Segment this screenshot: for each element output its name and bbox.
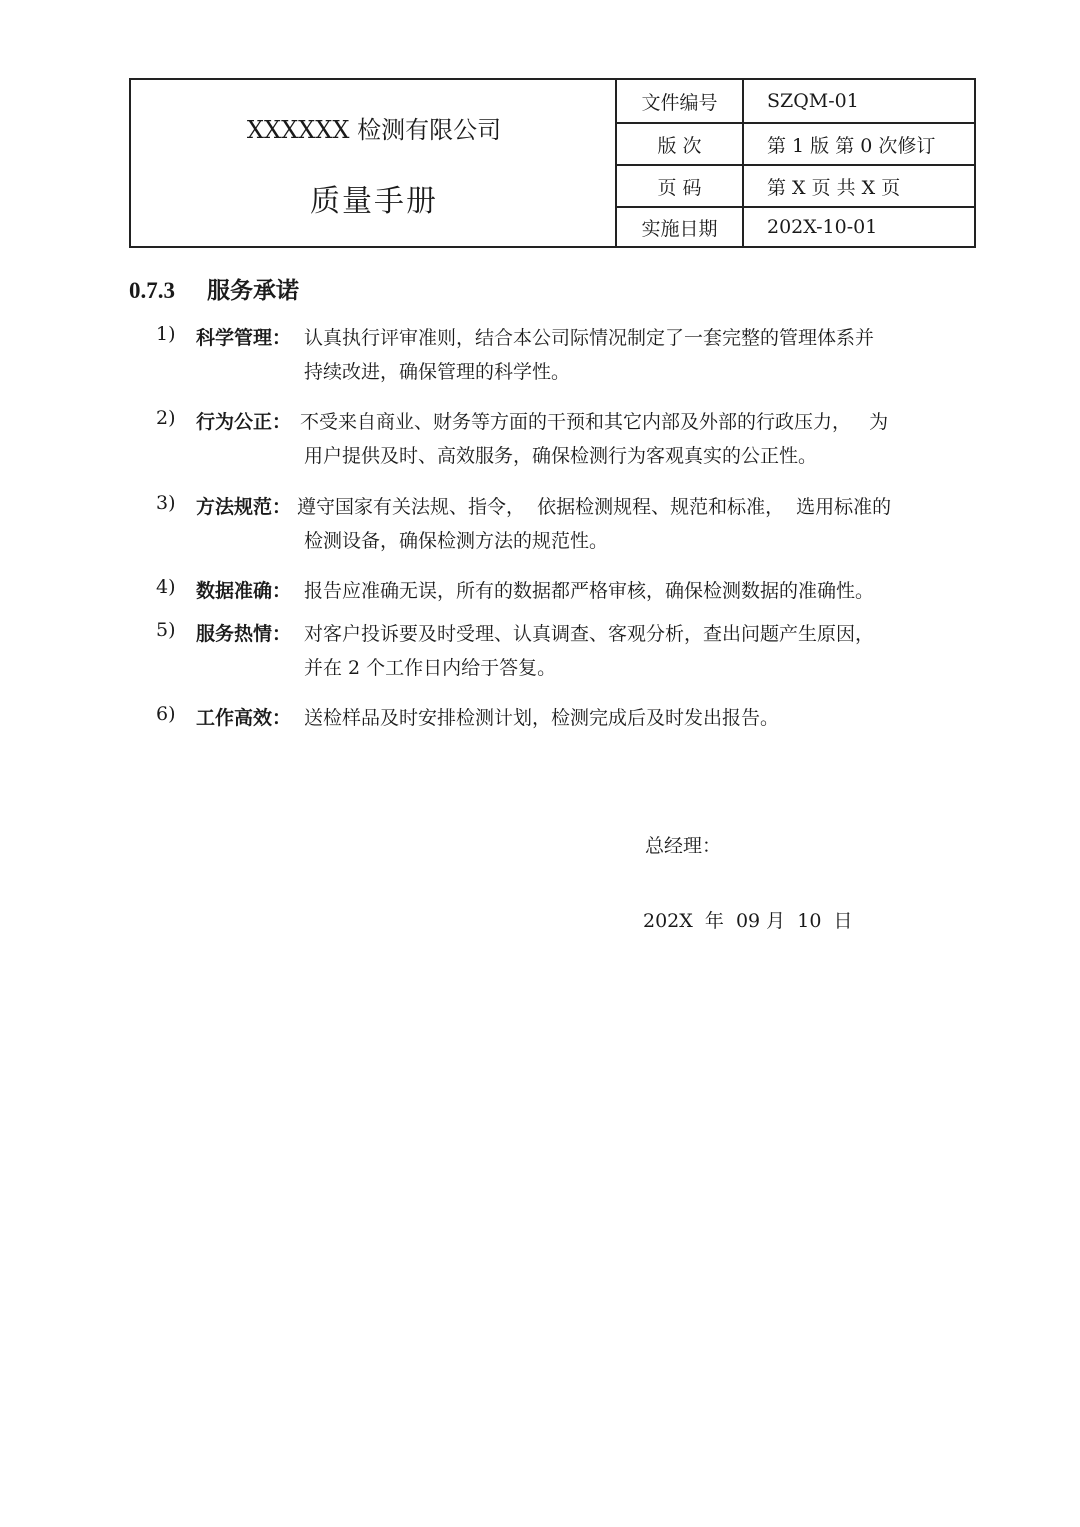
header-row-doc-number — [617, 80, 974, 122]
document-header-table — [129, 78, 976, 248]
header-value: 第 X 页 共 X 页 — [767, 176, 901, 199]
header-label: 实施日期 — [617, 208, 744, 246]
header-value: 第 1 版 第 0 次修订 — [767, 134, 936, 157]
item-number: 2) — [156, 407, 176, 429]
item-text-line2: 检测设备，确保检测方法的规范性。 — [304, 530, 609, 552]
item-key: 方法规范： — [196, 496, 292, 518]
header-row-version — [617, 122, 974, 164]
item-text-line1: 报告应准确无误，所有的数据都严格审核，确保检测数据的准确性。 — [304, 580, 875, 602]
item-text-line1: 遵守国家有关法规、指令， 依据检测规程、规范和标准， 选用标准的 — [297, 496, 892, 518]
item-text-line1: 认真执行评审准则，结合本公司际情况制定了一套完整的管理体系并 — [304, 327, 875, 349]
item-key: 数据准确： — [196, 580, 292, 602]
header-value: SZQM-01 — [767, 90, 859, 112]
header-label: 页 码 — [617, 166, 744, 206]
item-text-line2: 并在 2 个工作日内给于答复。 — [304, 657, 557, 679]
section-heading — [129, 272, 299, 305]
item-text-line2: 持续改进，确保管理的科学性。 — [304, 361, 571, 383]
manual-title: 质量手册 — [310, 184, 438, 219]
header-info-cells — [617, 80, 974, 246]
item-key: 行为公正： — [196, 411, 292, 433]
header-row-effective-date — [617, 206, 974, 246]
item-text-line2: 用户提供及时、高效服务，确保检测行为客观真实的公正性。 — [304, 445, 818, 467]
item-number: 6) — [156, 703, 176, 725]
header-label: 文件编号 — [617, 80, 744, 122]
signature-date: 202X 年 09 月 10 日 — [643, 910, 853, 932]
section-title: 服务承诺 — [207, 278, 299, 303]
item-number: 5) — [156, 619, 176, 641]
header-label: 版 次 — [617, 124, 744, 164]
section-number: 0.7.3 — [129, 278, 175, 303]
general-manager-label: 总经理： — [645, 835, 722, 857]
item-text-line1: 对客户投诉要及时受理、认真调查、客观分析，查出问题产生原因， — [304, 623, 875, 645]
header-value: 202X-10-01 — [767, 216, 878, 238]
item-text-line1: 送检样品及时安排检测计划，检测完成后及时发出报告。 — [304, 707, 780, 729]
item-number: 3) — [156, 492, 176, 514]
company-name: XXXXXX 检测有限公司 — [246, 116, 502, 144]
header-title-cell — [131, 80, 617, 246]
item-number: 1) — [156, 323, 176, 345]
item-key: 科学管理： — [196, 327, 292, 349]
item-number: 4) — [156, 576, 176, 598]
item-text-line1: 不受来自商业、财务等方面的干预和其它内部及外部的行政压力， 为 — [300, 411, 889, 433]
item-key: 工作高效： — [196, 707, 292, 729]
item-key: 服务热情： — [196, 623, 292, 645]
header-row-page — [617, 164, 974, 206]
